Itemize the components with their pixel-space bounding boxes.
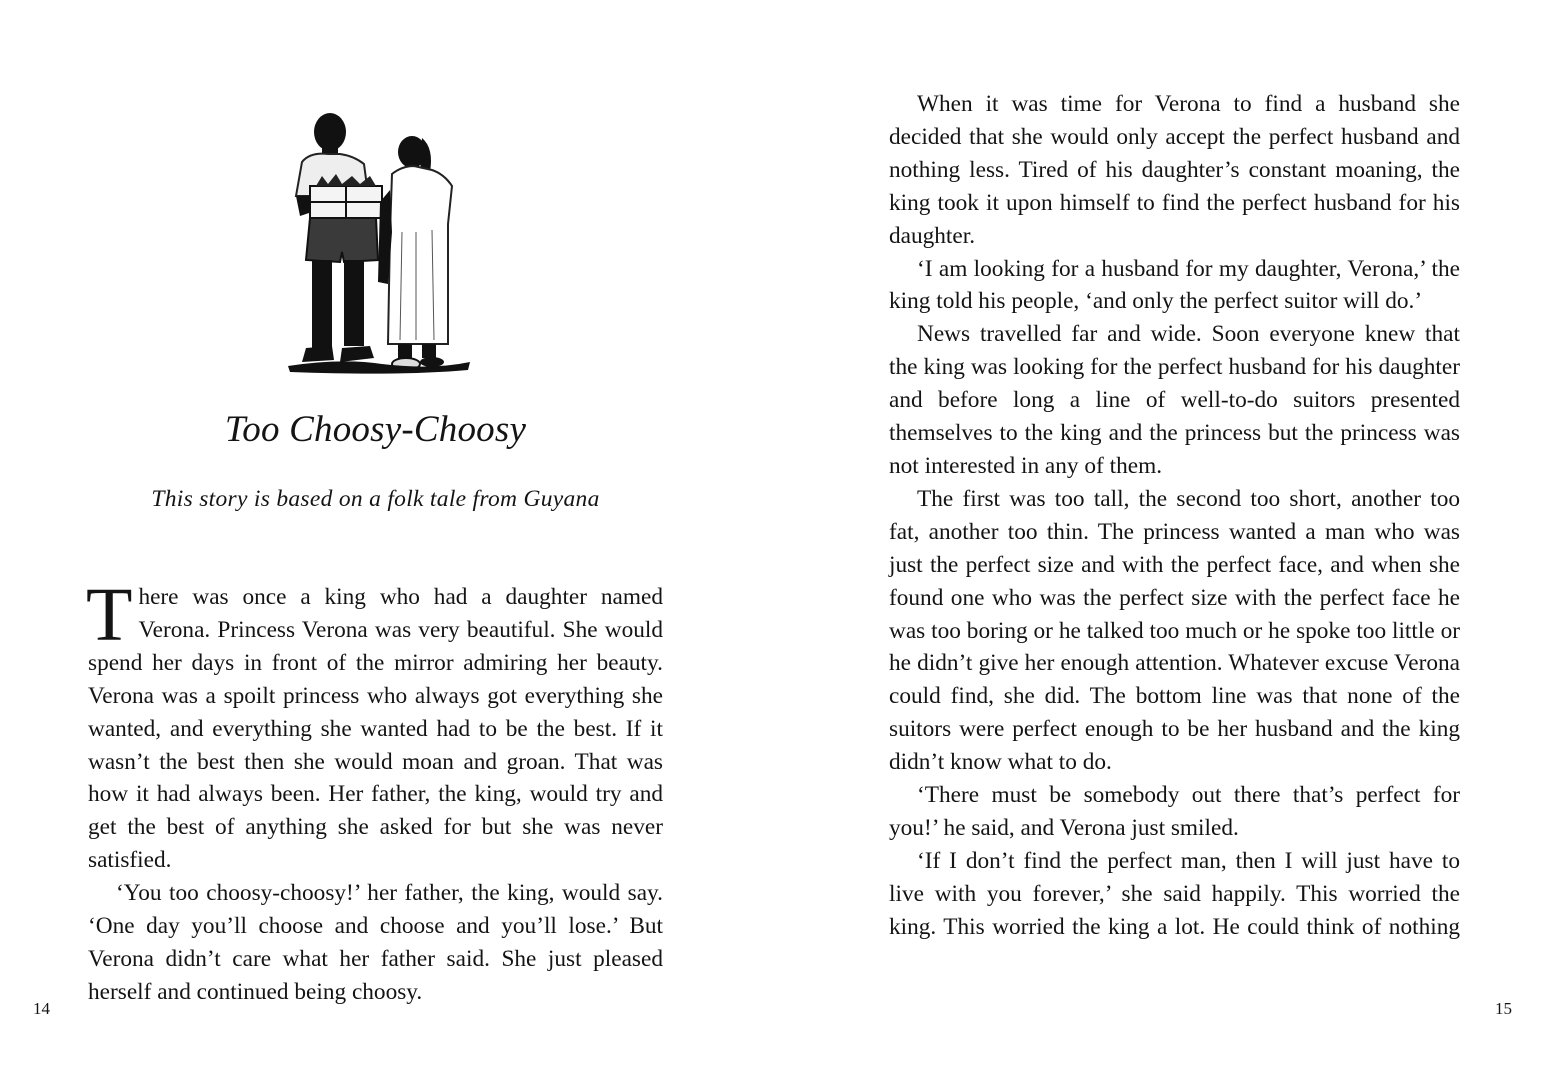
page-number-left: 14 <box>33 999 50 1018</box>
paragraph: ‘I am looking for a husband for my daughter, Verona,’ the king told his people, ‘and only the perfect suitor will do.’ <box>889 255 1460 315</box>
paragraph: News travelled far and wide. Soon everyone knew that the king was looking for the perfect husband for his daughter and before long a line of well-to-do suitors presented themselves to the king and the princess but the princess was not interested in any of them. <box>889 321 1460 479</box>
left-body-text <box>86 573 663 1009</box>
girl-figure <box>378 136 452 370</box>
story-subtitle: This story is based on a folk tale from Guyana <box>151 486 600 512</box>
story-title: Too Choosy-Choosy <box>224 409 527 450</box>
paragraph: ‘There must be somebody out there that’s perfect for you!’ he said, and Verona just smiled. <box>889 782 1460 841</box>
left-page <box>0 0 771 1080</box>
page-number-right: 15 <box>1495 999 1512 1018</box>
paragraph: ‘You too choosy-choosy!’ her father, the king, would say. ‘One day you’ll choose and choose and you’ll lose.’ But Verona didn’t care what her father said. She just pleased herself and continued being choosy. <box>88 880 663 1005</box>
boy-figure <box>296 113 382 362</box>
drop-cap: T <box>86 573 133 657</box>
paragraph: ‘If I don’t find the perfect man, then I will just have to live with you forever,’ she said happily. This worried the king. This worried the king a lot. He could think of nothing <box>889 847 1460 940</box>
paragraph: The first was too tall, the second too short, another too fat, another too thin. The princess wanted a man who was just the perfect size and with the perfect face, and when she found one who was the perfect size with the perfect face he was too boring or he talked too much or he spoke too little or he didn’t give her enough attention. Whatever excuse Verona could find, she did. The bottom line was that none of the suitors were perfect enough to be her husband and the king didn’t know what to do. <box>889 485 1460 776</box>
paragraph <box>86 573 663 877</box>
paragraph-text: here was once a king who had a daughter named Verona. Princess Verona was very beautiful. She would spend her days in front of the mirror admiring her beauty. Verona was a spoilt princess who always got everything she wanted, and everything she wanted had to be the best. If it wasn’t the best then she would moan and groan. That was how it had always been. Her father, the king, would try and get the best of anything she asked for but she was never satisfied. <box>88 584 663 874</box>
boy-and-girl-illustration <box>282 112 472 380</box>
paragraph: When it was time for Verona to find a husband she decided that she would only accept the perfect husband and nothing less. Tired of his daughter’s constant moaning, the king took it upon himself to find the perfect husband for his daughter. <box>889 91 1460 249</box>
right-page <box>771 0 1543 1080</box>
right-body-text <box>889 88 1460 944</box>
